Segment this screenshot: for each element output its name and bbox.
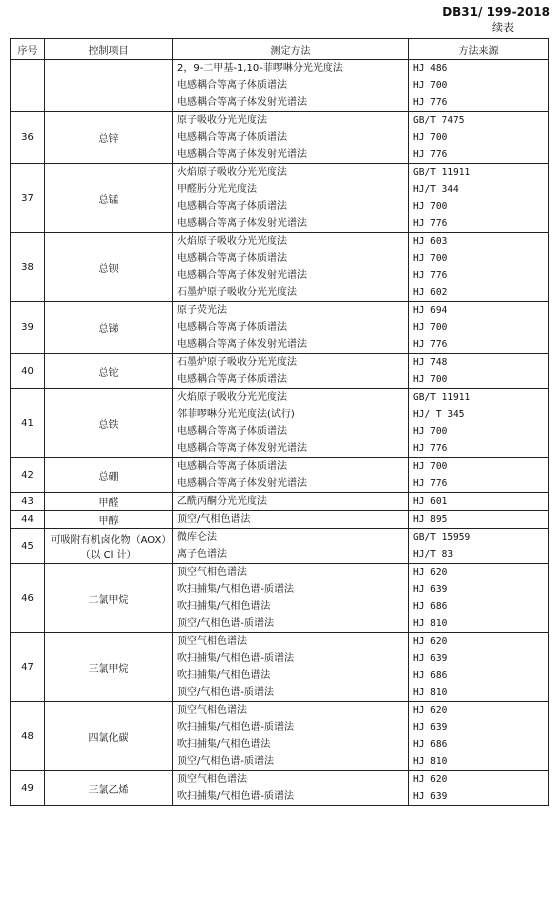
control-item: 甲醛 <box>45 493 173 511</box>
table-row <box>11 233 549 302</box>
source-line: HJ 620 <box>413 705 448 716</box>
method-line: 电感耦合等离子体发射光谱法 <box>177 218 307 229</box>
method-line: 电感耦合等离子体质谱法 <box>177 426 287 437</box>
table-row <box>11 493 549 511</box>
row-number: 43 <box>11 493 45 511</box>
control-item: 总锰 <box>45 164 173 233</box>
source-line: HJ 639 <box>413 791 448 802</box>
control-item: 总钡 <box>45 233 173 302</box>
method-cell <box>173 60 409 112</box>
method-line: 顶空气相色谱法 <box>177 567 247 578</box>
method-line: 电感耦合等离子体发射光谱法 <box>177 339 307 350</box>
col-header-item: 控制项目 <box>45 39 173 60</box>
source-line: HJ 810 <box>413 687 448 698</box>
col-header-source: 方法来源 <box>409 39 549 60</box>
source-line: HJ 620 <box>413 636 448 647</box>
row-number: 48 <box>11 702 45 771</box>
source-line: HJ 776 <box>413 270 448 281</box>
method-line: 顶空气相色谱法 <box>177 774 247 785</box>
control-item: 总硼 <box>45 458 173 493</box>
method-line: 邻菲啰啉分光光度法(试行) <box>177 409 295 420</box>
control-item: 二氯甲烷 <box>45 564 173 633</box>
source-line: HJ 776 <box>413 97 448 108</box>
method-line: 电感耦合等离子体质谱法 <box>177 253 287 264</box>
method-cell <box>173 233 409 302</box>
row-number: 37 <box>11 164 45 233</box>
method-line: 离子色谱法 <box>177 549 227 560</box>
method-cell <box>173 302 409 354</box>
method-line: 原子吸收分光光度法 <box>177 115 267 126</box>
method-line: 电感耦合等离子体质谱法 <box>177 132 287 143</box>
row-number: 49 <box>11 771 45 806</box>
method-cell <box>173 112 409 164</box>
row-number: 44 <box>11 511 45 529</box>
table-row <box>11 458 549 493</box>
source-line: HJ 686 <box>413 739 448 750</box>
source-line: HJ 603 <box>413 236 448 247</box>
method-line: 吹扫捕集/气相色谱法 <box>177 601 271 612</box>
source-line: HJ/T 344 <box>413 184 459 195</box>
source-cell <box>409 354 549 389</box>
control-item: 总铊 <box>45 354 173 389</box>
row-number: 46 <box>11 564 45 633</box>
source-line: HJ 700 <box>413 201 448 212</box>
source-line: HJ 686 <box>413 601 448 612</box>
source-line: HJ 700 <box>413 253 448 264</box>
row-number: 36 <box>11 112 45 164</box>
source-line: HJ 700 <box>413 426 448 437</box>
source-line: HJ 776 <box>413 443 448 454</box>
source-line: HJ 639 <box>413 584 448 595</box>
source-cell <box>409 702 549 771</box>
source-line: HJ 639 <box>413 653 448 664</box>
row-number: 45 <box>11 529 45 564</box>
method-line: 顶空气相色谱法 <box>177 705 247 716</box>
source-cell <box>409 164 549 233</box>
table-row <box>11 564 549 633</box>
table-row <box>11 702 549 771</box>
method-line: 顶空/气相色谱-质谱法 <box>177 618 274 629</box>
control-item: 总锌 <box>45 112 173 164</box>
method-line: 微库仑法 <box>177 532 217 543</box>
control-item: 甲醇 <box>45 511 173 529</box>
method-line: 顶空气相色谱法 <box>177 636 247 647</box>
method-line: 石墨炉原子吸收分光光度法 <box>177 287 297 298</box>
method-line: 电感耦合等离子体质谱法 <box>177 374 287 385</box>
row-number: 42 <box>11 458 45 493</box>
control-item: 总锑 <box>45 302 173 354</box>
source-line: HJ 700 <box>413 322 448 333</box>
source-line: HJ 686 <box>413 670 448 681</box>
source-line: HJ 776 <box>413 218 448 229</box>
method-cell <box>173 354 409 389</box>
method-line: 顶空/气相色谱法 <box>177 514 251 525</box>
method-line: 火焰原子吸收分光光度法 <box>177 167 287 178</box>
method-line: 吹扫捕集/气相色谱-质谱法 <box>177 722 294 733</box>
source-line: HJ 620 <box>413 567 448 578</box>
method-cell <box>173 511 409 529</box>
control-item: 三氯甲烷 <box>45 633 173 702</box>
source-line: HJ 700 <box>413 374 448 385</box>
method-line: 吹扫捕集/气相色谱-质谱法 <box>177 584 294 595</box>
source-cell <box>409 633 549 702</box>
method-line: 吹扫捕集/气相色谱法 <box>177 670 271 681</box>
table-row <box>11 511 549 529</box>
source-line: HJ/ T 345 <box>413 409 465 420</box>
source-line: HJ 700 <box>413 132 448 143</box>
method-cell <box>173 493 409 511</box>
source-cell <box>409 493 549 511</box>
method-cell <box>173 564 409 633</box>
source-line: GB/T 7475 <box>413 115 465 126</box>
source-line: HJ 776 <box>413 339 448 350</box>
method-line: 乙酰丙酮分光光度法 <box>177 496 267 507</box>
method-cell <box>173 389 409 458</box>
standard-number: DB31/ 199-2018 <box>442 5 550 19</box>
method-line: 石墨炉原子吸收分光光度法 <box>177 357 297 368</box>
source-cell <box>409 302 549 354</box>
method-line: 顶空/气相色谱-质谱法 <box>177 687 274 698</box>
source-line: HJ 810 <box>413 618 448 629</box>
method-cell <box>173 458 409 493</box>
source-line: HJ 776 <box>413 478 448 489</box>
method-line: 吹扫捕集/气相色谱-质谱法 <box>177 791 294 802</box>
source-line: HJ 776 <box>413 149 448 160</box>
method-line: 电感耦合等离子体发射光谱法 <box>177 478 307 489</box>
method-line: 电感耦合等离子体质谱法 <box>177 461 287 472</box>
method-cell <box>173 164 409 233</box>
method-line: 火焰原子吸收分光光度法 <box>177 392 287 403</box>
control-item: 可吸附有机卤化物（AOX）（以 Cl 计） <box>45 529 173 564</box>
source-line: HJ 486 <box>413 63 448 74</box>
source-cell <box>409 564 549 633</box>
source-line: GB/T 11911 <box>413 392 471 403</box>
table-row <box>11 529 549 564</box>
table-row <box>11 389 549 458</box>
table-row <box>11 354 549 389</box>
table-row <box>11 60 549 112</box>
source-cell <box>409 112 549 164</box>
table-row <box>11 164 549 233</box>
method-line: 顶空/气相色谱-质谱法 <box>177 756 274 767</box>
row-number: 38 <box>11 233 45 302</box>
row-number: 47 <box>11 633 45 702</box>
method-cell <box>173 529 409 564</box>
continued-label: 续表 <box>492 21 514 34</box>
source-line: HJ 810 <box>413 756 448 767</box>
source-line: GB/T 15959 <box>413 532 471 543</box>
control-item: 总铁 <box>45 389 173 458</box>
method-line: 吹扫捕集/气相色谱法 <box>177 739 271 750</box>
source-cell <box>409 60 549 112</box>
method-cell <box>173 702 409 771</box>
source-line: HJ 694 <box>413 305 448 316</box>
method-line: 电感耦合等离子体质谱法 <box>177 322 287 333</box>
table-row <box>11 302 549 354</box>
row-number: 39 <box>11 302 45 354</box>
method-line: 2，9-二甲基-1,10-菲啰啉分光光度法 <box>177 63 343 74</box>
control-item: 四氯化碳 <box>45 702 173 771</box>
source-line: HJ 748 <box>413 357 448 368</box>
method-cell <box>173 633 409 702</box>
source-line: HJ 601 <box>413 496 448 507</box>
row-number: 41 <box>11 389 45 458</box>
page-header <box>442 4 550 35</box>
source-line: HJ/T 83 <box>413 549 454 560</box>
source-cell <box>409 529 549 564</box>
col-header-no: 序号 <box>11 39 45 60</box>
method-line: 原子荧光法 <box>177 305 227 316</box>
source-line: HJ 602 <box>413 287 448 298</box>
row-number <box>11 60 45 112</box>
method-line: 电感耦合等离子体发射光谱法 <box>177 270 307 281</box>
control-item <box>45 60 173 112</box>
source-cell <box>409 771 549 806</box>
source-line: HJ 700 <box>413 80 448 91</box>
method-cell <box>173 771 409 806</box>
source-line: HJ 895 <box>413 514 448 525</box>
method-line: 电感耦合等离子体质谱法 <box>177 201 287 212</box>
source-line: GB/T 11911 <box>413 167 471 178</box>
method-line: 电感耦合等离子体发射光谱法 <box>177 443 307 454</box>
source-cell <box>409 458 549 493</box>
method-line: 电感耦合等离子体质谱法 <box>177 80 287 91</box>
table-row <box>11 112 549 164</box>
method-line: 甲醛肟分光光度法 <box>177 184 257 195</box>
source-cell <box>409 389 549 458</box>
control-item: 三氯乙烯 <box>45 771 173 806</box>
source-line: HJ 639 <box>413 722 448 733</box>
table-header-row <box>11 39 549 60</box>
table-row <box>11 633 549 702</box>
source-line: HJ 700 <box>413 461 448 472</box>
table-body <box>11 60 549 806</box>
method-line: 电感耦合等离子体发射光谱法 <box>177 149 307 160</box>
table-row <box>11 771 549 806</box>
row-number: 40 <box>11 354 45 389</box>
method-line: 火焰原子吸收分光光度法 <box>177 236 287 247</box>
methods-table <box>10 38 549 806</box>
source-line: HJ 620 <box>413 774 448 785</box>
source-cell <box>409 233 549 302</box>
source-cell <box>409 511 549 529</box>
col-header-method: 测定方法 <box>173 39 409 60</box>
method-line: 吹扫捕集/气相色谱-质谱法 <box>177 653 294 664</box>
method-line: 电感耦合等离子体发射光谱法 <box>177 97 307 108</box>
